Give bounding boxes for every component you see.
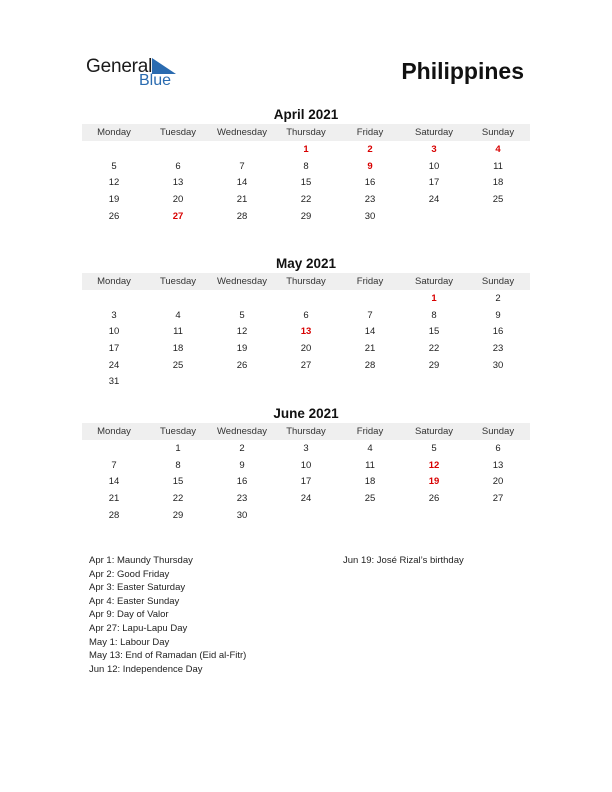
- day-cell: 23: [492, 342, 504, 354]
- weekday-label: Saturday: [414, 127, 454, 138]
- day-cell: 21: [364, 342, 376, 354]
- holiday-entry: Apr 2: Good Friday: [89, 568, 170, 580]
- day-cell: 3: [303, 442, 309, 454]
- day-cell: 10: [300, 459, 312, 471]
- day-cell: 28: [108, 509, 120, 521]
- day-cell: 5: [239, 309, 245, 321]
- week-row: [82, 290, 530, 307]
- day-cell: 5: [111, 160, 117, 172]
- holiday-list-right: [343, 554, 464, 568]
- holiday-entry: Apr 9: Day of Valor: [89, 609, 169, 621]
- day-cell: 11: [365, 459, 375, 471]
- day-cell: 2: [367, 143, 373, 155]
- day-cell: 1: [431, 292, 437, 304]
- week-row: [82, 507, 530, 524]
- day-cell: 21: [108, 492, 120, 504]
- weekday-label: Monday: [97, 276, 131, 287]
- day-cell: 17: [428, 177, 440, 189]
- weekday-label: Wednesday: [217, 426, 267, 437]
- day-cell: 24: [108, 359, 120, 371]
- day-cell: 21: [236, 193, 248, 205]
- weekday-header-row: [82, 273, 530, 290]
- day-cell: 11: [493, 160, 503, 172]
- holiday-entry: Jun 19: José Rizal’s birthday: [343, 555, 464, 566]
- holiday-entry: May 13: End of Ramadan (Eid al-Fitr): [89, 650, 247, 662]
- weekday-label: Wednesday: [217, 276, 267, 287]
- day-cell: 25: [364, 492, 376, 504]
- day-cell: 29: [428, 359, 440, 371]
- holiday-entry: Apr 3: Easter Saturday: [89, 582, 186, 594]
- generalblue-logo: [86, 56, 186, 92]
- day-cell: 8: [303, 160, 309, 172]
- day-cell: 8: [175, 459, 181, 471]
- month-may: [82, 255, 530, 390]
- holiday-entry: Apr 4: Easter Sunday: [89, 595, 180, 607]
- day-cell: 1: [175, 442, 181, 454]
- weekday-label: Wednesday: [217, 127, 267, 138]
- day-cell: 1: [303, 143, 309, 155]
- day-cell: 22: [428, 342, 440, 354]
- week-row: [82, 340, 530, 357]
- day-cell: 4: [367, 442, 373, 454]
- day-cell: 20: [172, 193, 184, 205]
- day-cell: 23: [236, 492, 248, 504]
- day-cell: 9: [239, 459, 245, 471]
- day-cell: 7: [239, 160, 245, 172]
- day-cell: 30: [492, 359, 504, 371]
- logo-word-blue: Blue: [139, 72, 172, 89]
- day-cell: 2: [495, 292, 501, 304]
- day-cell: 25: [492, 193, 504, 205]
- day-cell: 18: [492, 177, 504, 189]
- day-cell: 26: [108, 210, 120, 222]
- day-cell: 10: [428, 160, 440, 172]
- day-cell: 14: [236, 177, 248, 189]
- country-title: Philippines: [401, 58, 524, 84]
- day-cell: 3: [111, 309, 117, 321]
- day-cell: 14: [108, 476, 120, 488]
- weekday-label: Monday: [97, 127, 131, 138]
- week-row: [82, 457, 530, 474]
- week-row: [82, 357, 530, 374]
- day-cell: 19: [428, 476, 440, 488]
- weekday-label: Friday: [356, 127, 384, 138]
- day-cell: 7: [111, 459, 117, 471]
- day-cell: 15: [428, 326, 440, 338]
- month-june: [82, 405, 530, 523]
- week-row: [82, 473, 530, 490]
- holiday-entry: Jun 12: Independence Day: [89, 663, 203, 675]
- day-cell: 24: [428, 193, 440, 205]
- day-cell: 29: [172, 509, 184, 521]
- day-cell: 27: [300, 359, 312, 371]
- week-row: [82, 208, 530, 225]
- weekday-label: Monday: [97, 426, 131, 437]
- weekday-label: Friday: [356, 276, 384, 287]
- day-cell: 20: [300, 342, 312, 354]
- day-cell: 22: [300, 193, 312, 205]
- day-cell: 19: [236, 342, 248, 354]
- day-cell: 2: [239, 442, 245, 454]
- week-row: [82, 307, 530, 324]
- day-cell: 24: [300, 492, 312, 504]
- month-title: June 2021: [273, 406, 339, 421]
- day-cell: 27: [172, 210, 184, 222]
- day-cell: 13: [172, 177, 184, 189]
- day-cell: 3: [431, 143, 437, 155]
- day-cell: 16: [492, 326, 504, 338]
- weekday-label: Sunday: [481, 127, 515, 138]
- day-cell: 20: [492, 476, 504, 488]
- day-cell: 12: [108, 177, 120, 189]
- week-row: [82, 323, 530, 340]
- weekday-label: Friday: [356, 426, 384, 437]
- day-cell: 17: [300, 476, 312, 488]
- holiday-entry: May 1: Labour Day: [89, 636, 170, 648]
- day-cell: 6: [495, 442, 501, 454]
- day-cell: 6: [175, 160, 181, 172]
- day-cell: 5: [431, 442, 437, 454]
- day-cell: 8: [431, 309, 437, 321]
- day-cell: 12: [236, 326, 248, 338]
- weekday-label: Thursday: [286, 426, 326, 437]
- day-cell: 7: [367, 309, 373, 321]
- day-cell: 30: [236, 509, 248, 521]
- day-cell: 26: [236, 359, 248, 371]
- day-cell: 18: [364, 476, 376, 488]
- day-cell: 9: [367, 160, 373, 172]
- day-cell: 9: [495, 309, 501, 321]
- weekday-label: Sunday: [481, 426, 515, 437]
- day-cell: 11: [173, 326, 183, 338]
- day-cell: 13: [300, 326, 312, 338]
- weekday-label: Tuesday: [159, 276, 197, 287]
- holiday-entry: Apr 27: Lapu-Lapu Day: [89, 622, 188, 634]
- day-cell: 14: [364, 326, 376, 338]
- day-cell: 15: [300, 177, 312, 189]
- month-title: May 2021: [275, 256, 337, 271]
- day-cell: 16: [236, 476, 248, 488]
- weekday-label: Saturday: [414, 276, 454, 287]
- weekday-header-row: [82, 124, 530, 141]
- week-row: [82, 490, 530, 507]
- month-april: [82, 106, 530, 224]
- day-cell: 10: [108, 326, 120, 338]
- weekday-label: Thursday: [286, 127, 326, 138]
- weekday-label: Sunday: [481, 276, 515, 287]
- day-cell: 18: [172, 342, 184, 354]
- week-row: [82, 191, 530, 208]
- day-cell: 16: [364, 177, 376, 189]
- day-cell: 4: [495, 143, 501, 155]
- week-row: [82, 373, 530, 390]
- weekday-label: Tuesday: [159, 127, 197, 138]
- weekday-label: Saturday: [414, 426, 454, 437]
- week-row: [82, 174, 530, 191]
- month-title: April 2021: [273, 107, 339, 122]
- day-cell: 30: [364, 210, 376, 222]
- day-cell: 19: [108, 193, 120, 205]
- day-cell: 25: [172, 359, 184, 371]
- day-cell: 17: [108, 342, 120, 354]
- week-row: [82, 158, 530, 175]
- day-cell: 12: [428, 459, 440, 471]
- day-cell: 28: [236, 210, 248, 222]
- week-row: [82, 440, 530, 457]
- day-cell: 29: [300, 210, 312, 222]
- day-cell: 13: [492, 459, 504, 471]
- weekday-header-row: [82, 423, 530, 440]
- week-row: [82, 141, 530, 158]
- weekday-label: Thursday: [286, 276, 326, 287]
- day-cell: 27: [492, 492, 504, 504]
- holiday-list-left: [89, 554, 246, 676]
- day-cell: 4: [175, 309, 181, 321]
- day-cell: 31: [108, 376, 120, 388]
- day-cell: 26: [428, 492, 440, 504]
- day-cell: 22: [172, 492, 184, 504]
- logo-word-general: General: [86, 56, 153, 77]
- day-cell: 15: [172, 476, 184, 488]
- day-cell: 23: [364, 193, 376, 205]
- holiday-entry: Apr 1: Maundy Thursday: [89, 555, 193, 566]
- weekday-label: Tuesday: [159, 426, 197, 437]
- day-cell: 28: [364, 359, 376, 371]
- day-cell: 6: [303, 309, 309, 321]
